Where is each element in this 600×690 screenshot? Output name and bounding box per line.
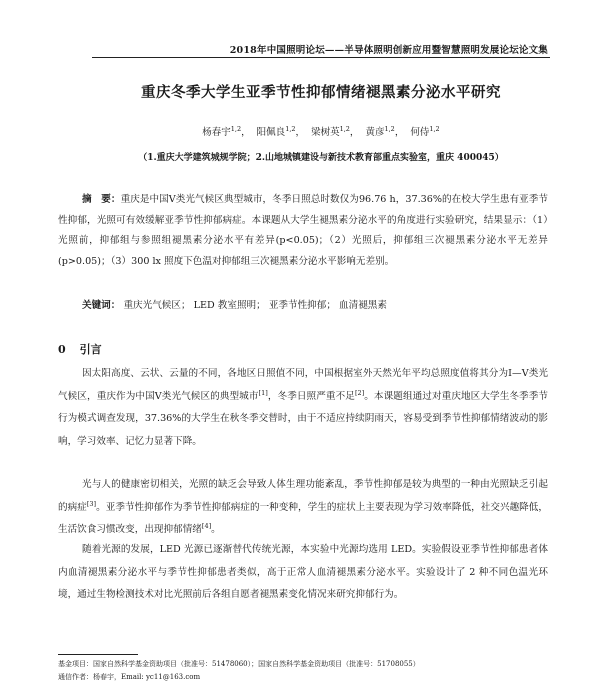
- section-title: 引言: [79, 343, 102, 356]
- header-rule: [92, 57, 550, 58]
- citation: [1]: [258, 388, 268, 397]
- citation: [3]: [86, 499, 97, 508]
- author-list: 杨春宇$^{1,2}$， 阳佩良$^{1,2}$， 梁树英$^{1,2}$， 黄彦$^{1,2}$， 何侍$^{1,2}$: [202, 124, 440, 138]
- abstract-text: 重庆是中国Ⅴ类光气候区典型城市，冬季日照总时数仅为96.76 h，37.36%的在校大学生患有亚季节性抑郁，光照可有效缓解亚季节性抑郁病症。本课题从大学生褪黑素分泌水平的角度进行实验研究，结果显示：（1）光照前，抑郁组与参照组褪黑素分泌水平有差异(p<0.05)；（2）光照后，抑郁组三次褪黑素分泌水平无差异(p>0.05)；（3）300 lx 照度下色温对抑郁组三次褪黑素分泌水平影响无差别。: [58, 194, 549, 267]
- footnote-funding: 基金项目：国家自然科学基金资助项目（批准号：51478060）；国家自然科学基金资助项目（批准号：51708055）: [58, 660, 420, 668]
- author-name: 杨春宇$^{1,2}$: [202, 124, 242, 138]
- body-paragraph: 光与人的健康密切相关，光照的缺乏会导致人体生理功能紊乱，季节性抑郁是较为典型的一种由光照缺乏引起的病症[3]。亚季节性抑郁作为季节性抑郁病症的一种变种，学生的症状上主要表现为学习效率降低，社交兴趣降低，生活饮食习惯改变，出现抑郁情绪[4]。: [58, 479, 549, 535]
- section-heading: [58, 341, 102, 357]
- abstract-label: 摘 要：: [82, 194, 121, 205]
- keyword: 重庆光气候区；: [123, 300, 191, 311]
- author-name: 何侍$^{1,2}$: [410, 124, 440, 138]
- keyword: LED 教室照明；: [193, 300, 266, 311]
- author-name: 黄彦$^{1,2}$: [365, 124, 395, 138]
- keyword: 血清褪黑素: [339, 300, 387, 311]
- keywords: [58, 297, 548, 311]
- article-title: 重庆冬季大学生亚季节性抑郁情绪褪黑素分泌水平研究: [141, 84, 501, 101]
- keyword: 亚季节性抑郁；: [268, 300, 336, 311]
- footnote-rule: [58, 654, 138, 655]
- affiliations: （1.重庆大学建筑城规学院；2.山地城镇建设与新技术教育部重点实验室，重庆 400045）: [138, 153, 504, 163]
- section-number: 0: [58, 343, 66, 356]
- body-paragraph: 随着光源的发展，LED 光源已逐渐替代传统光源，本实验中光源均选用 LED。实验假设亚季节性抑郁患者体内血清褪黑素分泌水平与季节性抑郁患者类似，高于正常人血清褪黑素分泌水平。实验设计了 2 种不同色温光环境，通过生物检测技术对比光照前后各组自愿者褪黑素变化情况来研究抑郁行为。: [58, 544, 548, 600]
- citation: [4]: [201, 521, 212, 530]
- author-name: 阳佩良$^{1,2}$: [256, 124, 296, 138]
- citation: [2]: [354, 388, 365, 397]
- running-header: 2018年中国照明论坛——半导体照明创新应用暨智慧照明发展论坛论文集: [229, 45, 548, 56]
- abstract: [58, 190, 548, 272]
- author-name: 梁树英$^{1,2}$: [311, 124, 350, 138]
- footnote-correspondence: 通信作者：杨春宇，Email: yc11@163.com: [58, 673, 201, 681]
- keywords-label: 关键词：: [82, 300, 121, 311]
- body-paragraph: 因太阳高度、云状、云量的不同，各地区日照值不同，中国根据室外天然光年平均总照度值将其分为Ⅰ—Ⅴ类光气候区，重庆作为中国Ⅴ类光气候区的典型城市[1]，冬季日照严重不足[2]。本课题组通过对重庆地区大学生冬季季节行为模式调查发现，37.36%的大学生在秋冬季交替时，由于不适应持续阴雨天，容易受到季节性抑郁情绪波动的影响，学习效率、记忆力显著下降。: [58, 368, 549, 447]
